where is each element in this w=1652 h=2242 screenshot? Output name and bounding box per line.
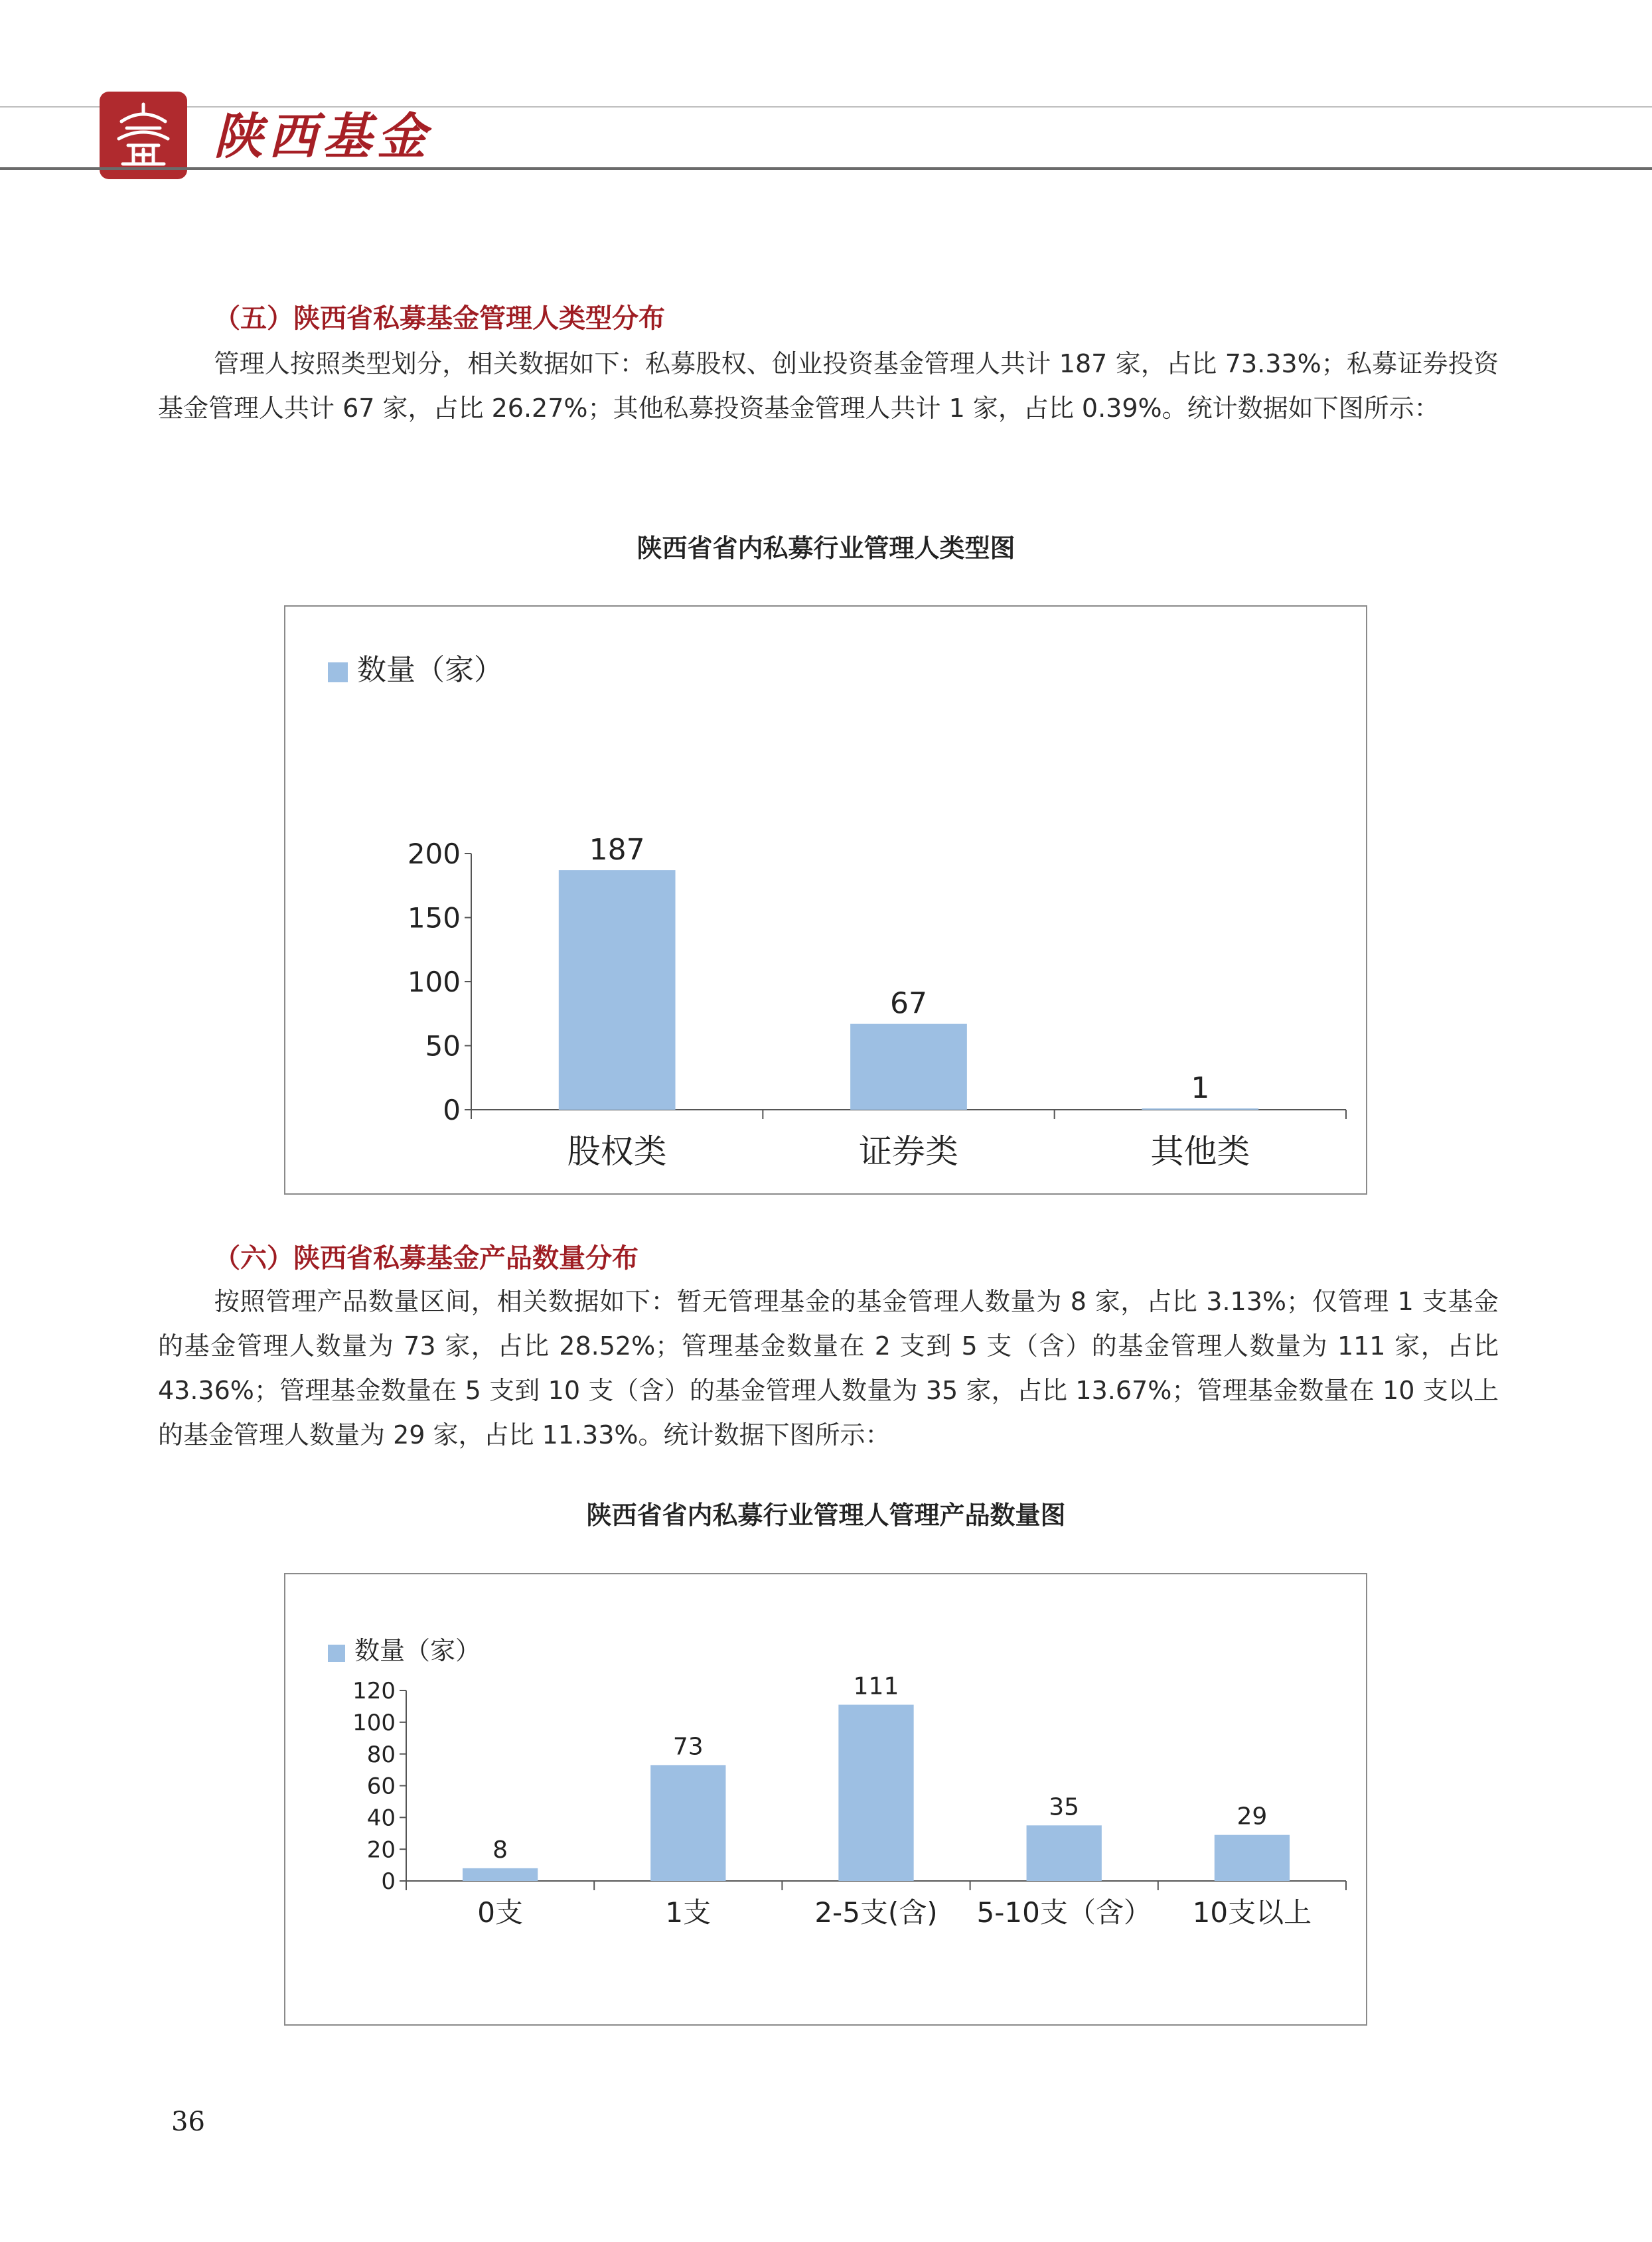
chart-2-title: 陕西省省内私募行业管理人管理产品数量图	[586, 1501, 1066, 1530]
section-6-paragraph: 按照管理产品数量区间，相关数据如下：暂无管理基金的基金管理人数量为 8 家，占比 3.13%；仅管理 1 支基金的基金管理人数量为 73 家，占比 28.52%；管理基金数量在 2 支到 5 支（含）的基金管理人数量为 111 家，占比 43.36%；管理基金数量在 5 支到 10 支（含）的基金管理人数量为 35 家，占比 13.67%；管理基金数量在 10 支以上的基金管理人数量为 29 家，占比 11.33%。统计数据下图所示：	[158, 1287, 1499, 1450]
chart-1-y-tick-label: 0	[443, 1094, 461, 1127]
chart-1-y-tick-label: 150	[407, 901, 461, 934]
chart-2-category-label: 10支以上	[1192, 1896, 1312, 1929]
pagoda-logo-icon	[107, 99, 180, 172]
chart-2-bar	[838, 1705, 913, 1881]
chart-1-data-label: 187	[589, 833, 645, 867]
chart-2-bar	[1215, 1835, 1290, 1881]
chart-1-legend-swatch	[328, 662, 348, 682]
chart-1-category-label: 其他类	[1150, 1132, 1250, 1171]
chart-2-y-tick-label: 0	[381, 1868, 396, 1896]
chart-2-y-tick-label: 60	[366, 1773, 396, 1800]
chart-2-bar	[1027, 1825, 1102, 1881]
chart-1-data-label: 1	[1191, 1071, 1210, 1106]
chart-2-bar	[650, 1765, 725, 1881]
chart-2-data-label: 111	[853, 1673, 899, 1700]
chart-2-y-tick-label: 100	[352, 1710, 396, 1737]
chart-2	[285, 1574, 1366, 2024]
chart-1-bar	[559, 870, 676, 1110]
page-number: 36	[171, 2107, 205, 2137]
chart-2-y-tick-label: 20	[366, 1836, 396, 1864]
chart-1-y-tick-label: 200	[407, 838, 461, 871]
section-6-heading: （六）陕西省私募基金产品数量分布	[214, 1243, 638, 1274]
chart-1	[285, 607, 1366, 1193]
chart-2-legend-label: 数量（家）	[354, 1636, 481, 1665]
chart-1-category-label: 股权类	[567, 1132, 667, 1171]
chart-2-category-label: 2-5支(含)	[814, 1896, 938, 1929]
header-rule-bottom	[0, 167, 1652, 170]
chart-1-category-label: 证券类	[859, 1132, 958, 1171]
chart-2-frame	[284, 1573, 1367, 2026]
chart-1-frame	[284, 605, 1367, 1195]
chart-2-bar	[463, 1868, 538, 1881]
chart-2-data-label: 73	[672, 1733, 704, 1761]
chart-1-legend-label: 数量（家）	[357, 653, 503, 687]
chart-2-y-tick-label: 40	[366, 1805, 396, 1832]
chart-1-title: 陕西省省内私募行业管理人类型图	[637, 534, 1015, 563]
chart-2-data-label: 29	[1237, 1803, 1268, 1831]
chart-2-category-label: 5-10支（含）	[976, 1896, 1152, 1929]
section-5-paragraph: 管理人按照类型划分，相关数据如下：私募股权、创业投资基金管理人共计 187 家，占比 73.33%；私募证券投资基金管理人共计 67 家，占比 26.27%；其他私募投资基金管理人共计 1 家，占比 0.39%。统计数据如下图所示：	[158, 349, 1499, 423]
chart-1-data-label: 67	[890, 986, 927, 1021]
chart-2-y-tick-label: 120	[352, 1678, 396, 1705]
chart-2-category-label: 1支	[665, 1896, 712, 1929]
chart-1-bar	[850, 1024, 967, 1110]
chart-2-data-label: 8	[492, 1836, 508, 1864]
chart-2-data-label: 35	[1049, 1793, 1080, 1821]
logo	[100, 92, 187, 179]
header-title: 陕西基金	[214, 108, 431, 165]
chart-1-bar	[1142, 1108, 1258, 1110]
chart-2-category-label: 0支	[477, 1896, 523, 1929]
chart-2-y-tick-label: 80	[366, 1741, 396, 1768]
chart-2-legend-swatch	[328, 1645, 345, 1662]
chart-1-y-tick-label: 100	[407, 966, 461, 999]
section-5-heading: （五）陕西省私募基金管理人类型分布	[214, 303, 665, 334]
chart-1-y-tick-label: 50	[425, 1029, 461, 1063]
